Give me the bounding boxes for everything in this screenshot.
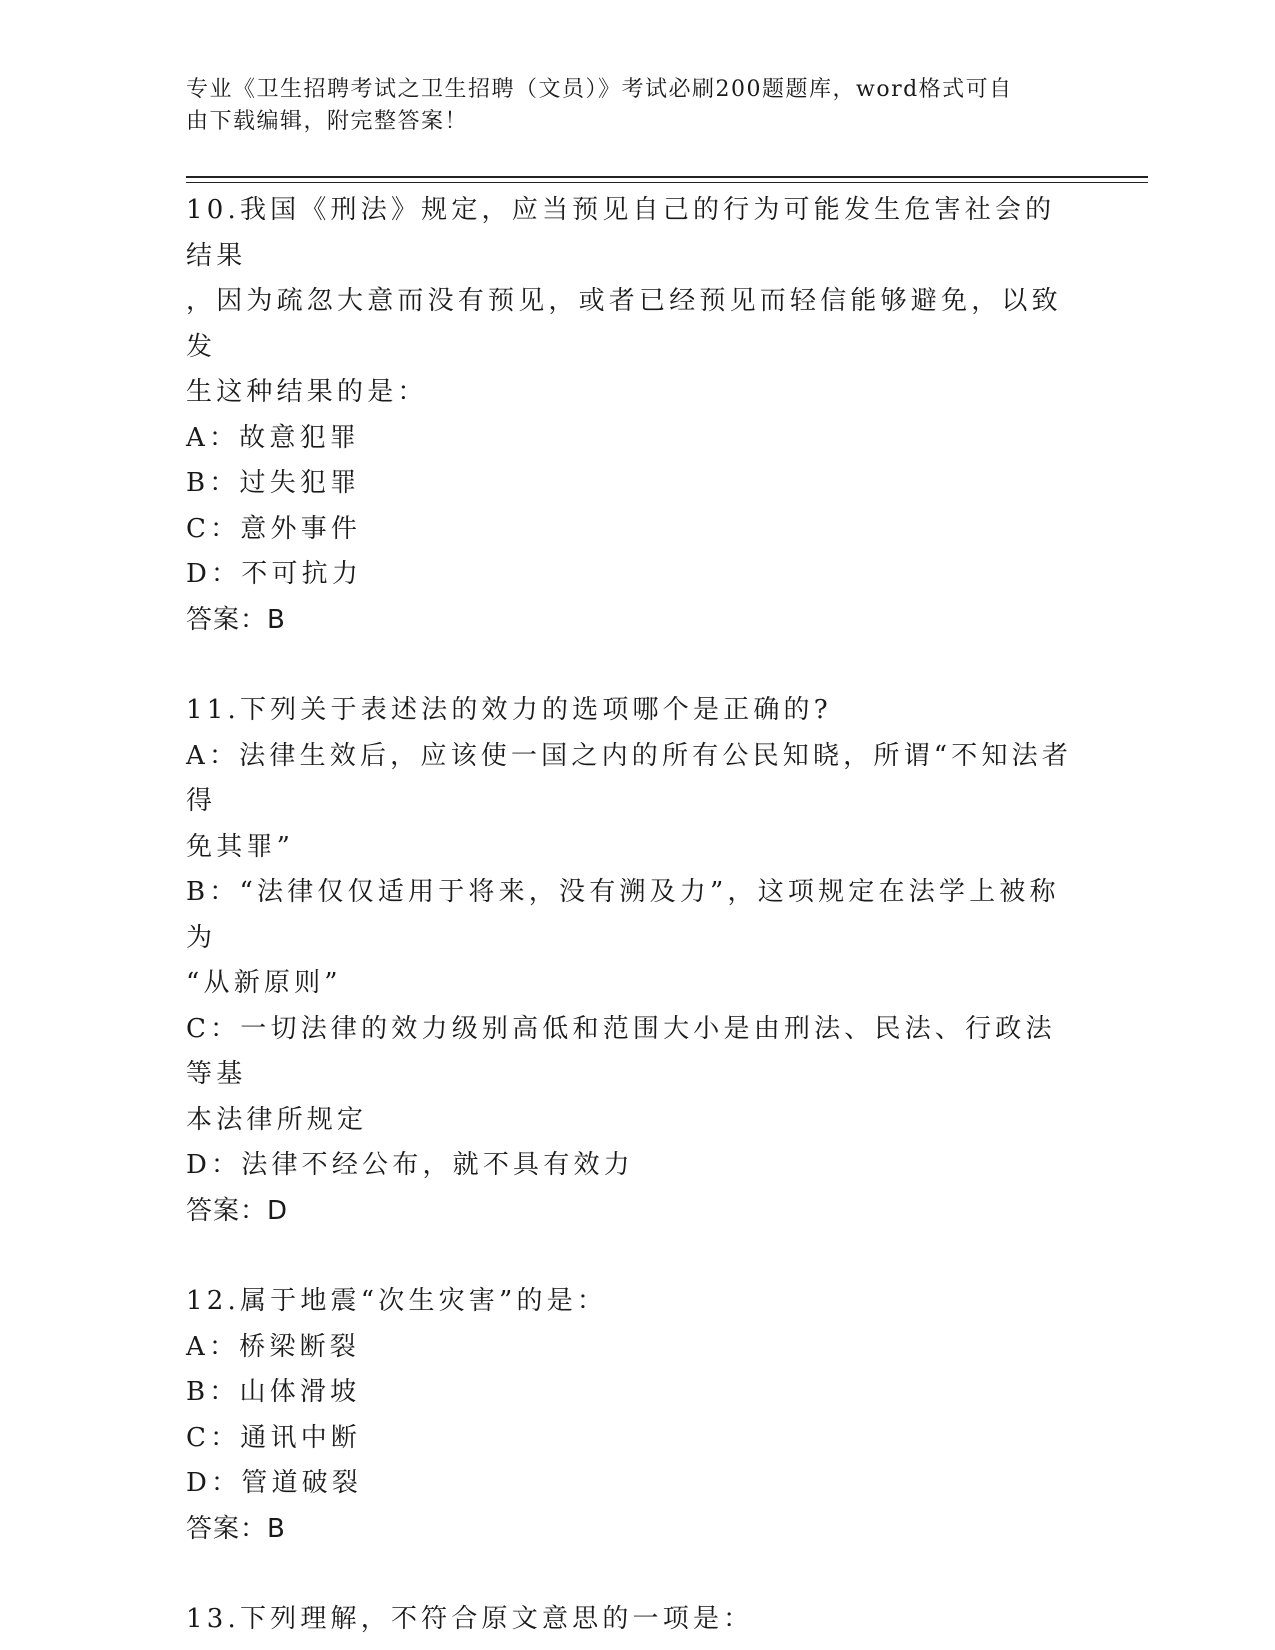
header-line-1: 专业《卫生招聘考试之卫生招聘（文员）》考试必刷200题题库，word格式可自 xyxy=(186,77,1013,102)
answer-line: 答案：D xyxy=(186,1195,289,1226)
answer-line: 答案：B xyxy=(186,604,286,635)
option-line: A：法律生效后，应该使一国之内的所有公民知晓，所谓“不知法者得 xyxy=(186,740,1073,816)
option-line: B：过失犯罪 xyxy=(186,468,361,498)
option-line: A：故意犯罪 xyxy=(186,422,360,453)
option-line: 本法律所规定 xyxy=(186,1104,368,1135)
question-block xyxy=(186,1597,1076,1643)
question-stem-line: 12.属于地震“次生灾害”的是： xyxy=(186,1286,608,1316)
option-line: D：管道破裂 xyxy=(186,1468,363,1498)
question-block xyxy=(186,1279,1076,1552)
option-line: “从新原则” xyxy=(186,968,342,998)
header-divider-thin xyxy=(186,182,1148,183)
option-line: A：桥梁断裂 xyxy=(186,1331,360,1362)
question-block xyxy=(186,688,1076,1234)
header-divider-thick xyxy=(186,176,1148,178)
option-line: D：不可抗力 xyxy=(186,559,363,589)
question-spacer xyxy=(186,1234,1076,1279)
question-list xyxy=(186,188,1076,1643)
option-line: B：山体滑坡 xyxy=(186,1377,361,1407)
document-header xyxy=(186,74,1066,138)
option-line: C：意外事件 xyxy=(186,513,362,544)
header-line-2: 由下载编辑，附完整答案！ xyxy=(186,109,469,134)
question-stem-line: 13.下列理解，不符合原文意思的一项是： xyxy=(186,1604,754,1634)
question-stem-line: ，因为疏忽大意而没有预见，或者已经预见而轻信能够避免，以致发 xyxy=(186,286,1062,362)
option-line: C：通讯中断 xyxy=(186,1422,362,1453)
question-spacer xyxy=(186,1552,1076,1597)
question-stem-line: 10.我国《刑法》规定，应当预见自己的行为可能发生危害社会的结果 xyxy=(186,195,1056,271)
option-line: D：法律不经公布，就不具有效力 xyxy=(186,1150,634,1180)
question-stem-line: 11.下列关于表述法的效力的选项哪个是正确的? xyxy=(186,695,832,725)
answer-line: 答案：B xyxy=(186,1513,286,1544)
option-line: B：“法律仅仅适用于将来，没有溯及力”，这项规定在法学上被称为 xyxy=(186,877,1060,953)
option-line: C：一切法律的效力级别高低和范围大小是由刑法、民法、行政法等基 xyxy=(186,1013,1056,1089)
question-block xyxy=(186,188,1076,643)
option-line: 免其罪” xyxy=(186,831,295,862)
question-spacer xyxy=(186,643,1076,688)
question-stem-line: 生这种结果的是： xyxy=(186,377,428,407)
